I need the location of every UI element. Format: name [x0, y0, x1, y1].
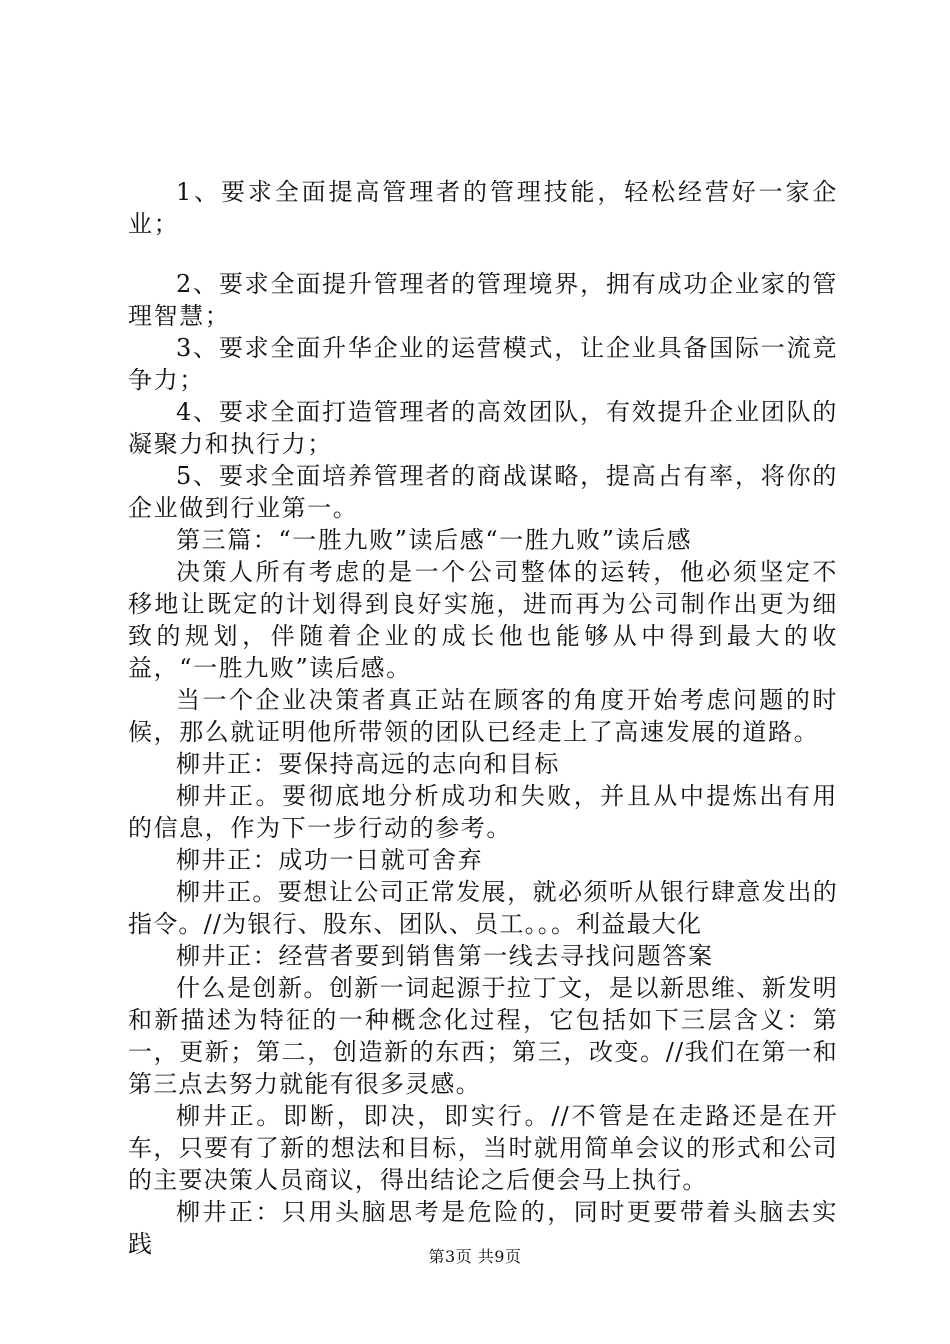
paragraph-10: 柳井正。要彻底地分析成功和失败，并且从中提炼出有用的信息，作为下一步行动的参考。 — [128, 782, 838, 842]
paragraph-3: 3、要求全面升华企业的运营模式，让企业具备国际一流竞争力； — [128, 334, 838, 394]
paragraph-2: 2、要求全面提升管理者的管理境界，拥有成功企业家的管理智慧； — [128, 270, 838, 330]
paragraph-9: 柳井正：要保持高远的志向和目标 — [176, 750, 560, 778]
paragraph-8: 当一个企业决策者真正站在顾客的角度开始考虑问题的时候，那么就证明他所带领的团队已经走上了高速发展的道路。 — [128, 686, 838, 746]
paragraph-14: 什么是创新。创新一词起源于拉丁文，是以新思维、新发明和新描述为特征的一种概念化过程，它包括如下三层含义：第一，更新；第二，创造新的东西；第三，改变。//我们在第一和第三点去努力就能有很多灵感。 — [128, 974, 838, 1098]
paragraph-12: 柳井正。要想让公司正常发展，就必须听从银行肆意发出的指令。//为银行、股东、团队、员工。。。利益最大化 — [128, 878, 838, 938]
paragraph-5: 5、要求全面培养管理者的商战谋略，提高占有率，将你的企业做到行业第一。 — [128, 462, 838, 522]
paragraph-16: 柳井正：只用头脑思考是危险的，同时更要带着头脑去实践 — [128, 1198, 838, 1258]
document-body — [128, 176, 838, 1260]
page-footer: 第3页 共9页 — [428, 1247, 522, 1266]
paragraph-11: 柳井正：成功一日就可舍弃 — [176, 846, 484, 874]
paragraph-13: 柳井正：经营者要到销售第一线去寻找问题答案 — [176, 942, 714, 970]
paragraph-1: 1、要求全面提高管理者的管理技能，轻松经营好一家企业； — [128, 178, 838, 238]
paragraph-4: 4、要求全面打造管理者的高效团队，有效提升企业团队的凝聚力和执行力； — [128, 398, 838, 458]
paragraph-15: 柳井正。即断，即决，即实行。//不管是在走路还是在开车，只要有了新的想法和目标，当时就用简单会议的形式和公司的主要决策人员商议，得出结论之后便会马上执行。 — [128, 1102, 838, 1194]
paragraph-7: 决策人所有考虑的是一个公司整体的运转，他必须坚定不移地让既定的计划得到良好实施，进而再为公司制作出更为细致的规划，伴随着企业的成长他也能够从中得到最大的收益，“一胜九败”读后感。 — [128, 558, 838, 682]
section-heading: 第三篇：“一胜九败”读后感“一胜九败”读后感 — [176, 526, 693, 554]
